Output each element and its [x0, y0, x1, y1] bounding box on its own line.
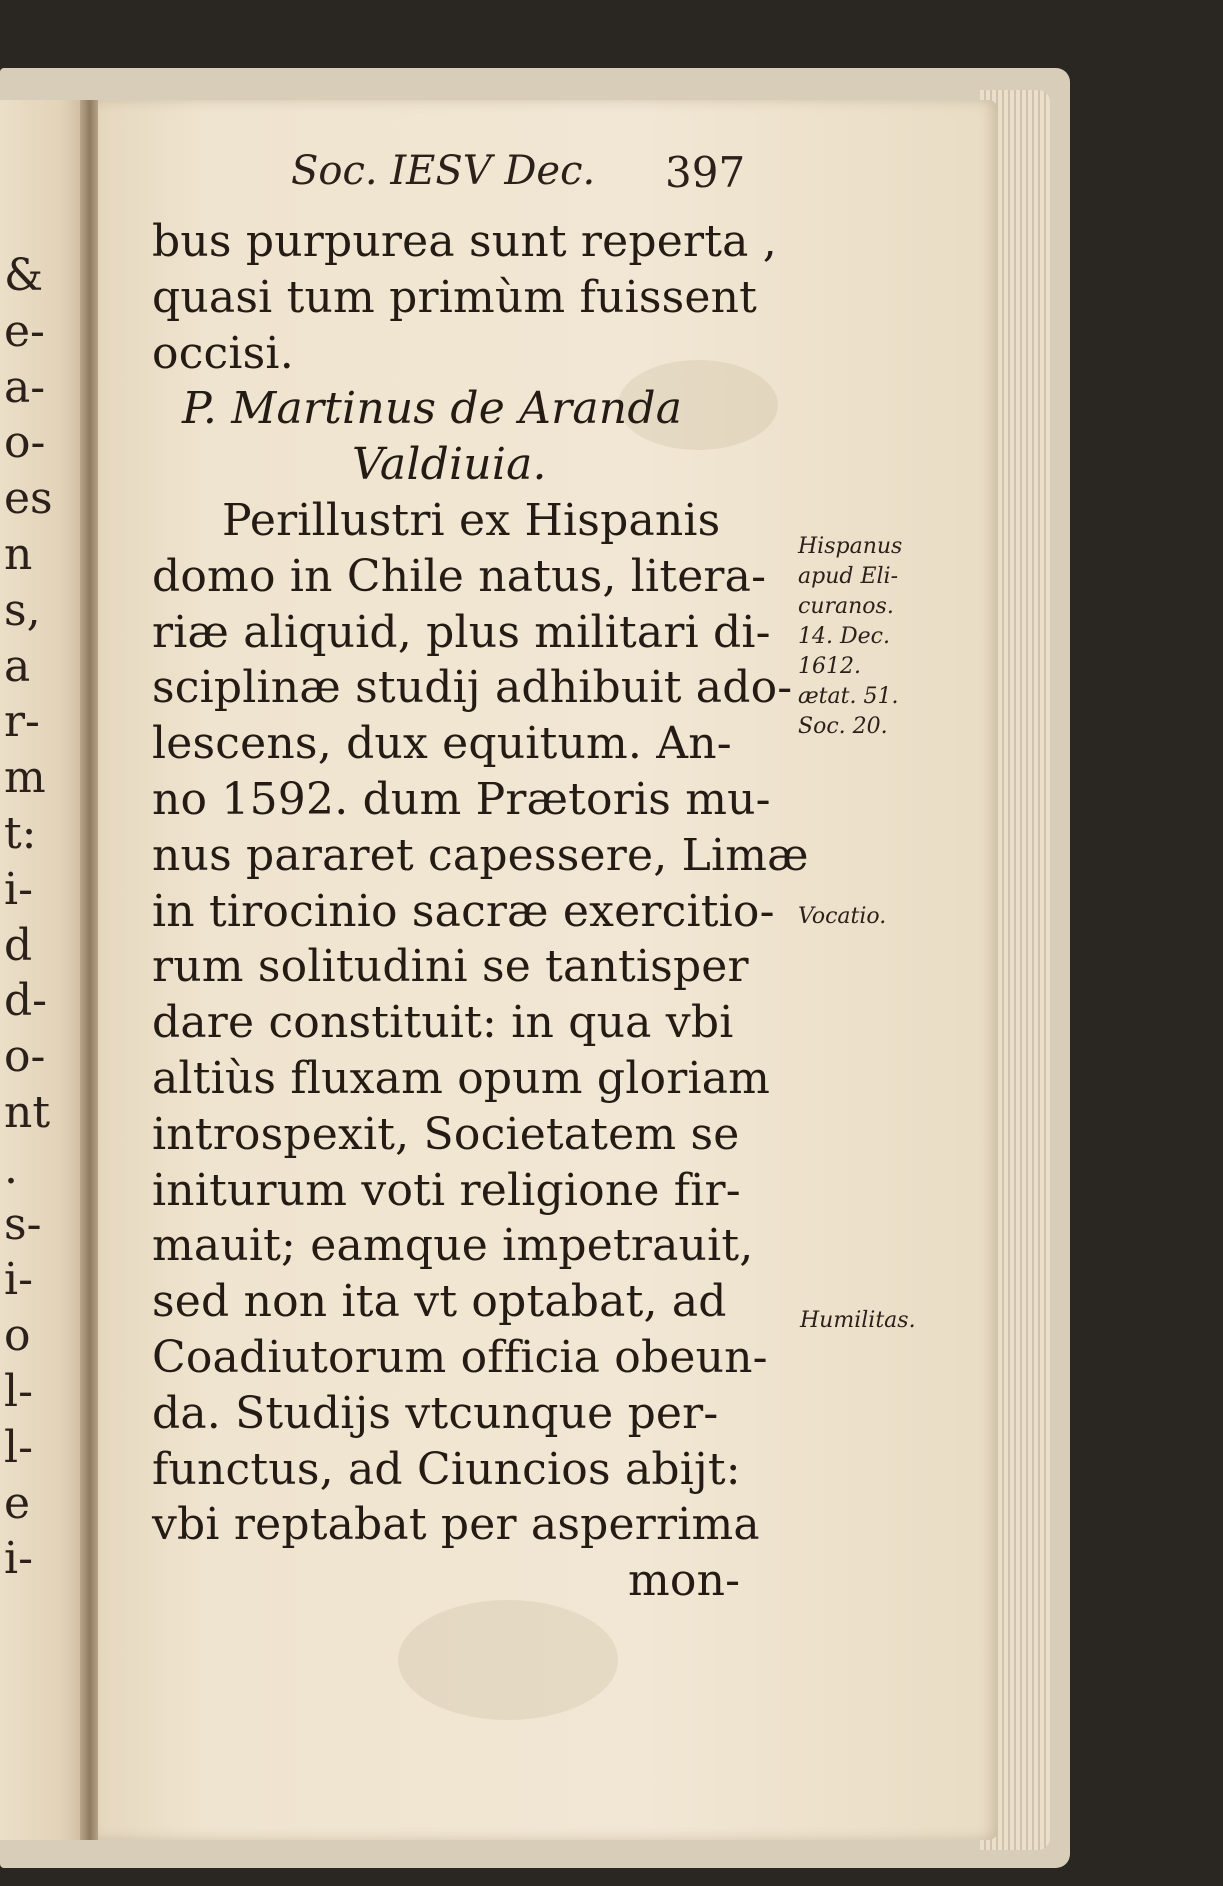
paragraph-line: Coadiutorum officia obeun- — [152, 1331, 768, 1383]
left-page-fragment: m — [4, 752, 46, 804]
running-title: Soc. IESV Dec. — [291, 148, 596, 194]
left-page-fragment: a- — [4, 361, 46, 413]
left-page-fragment: es — [4, 473, 53, 525]
left-page-fragments — [4, 248, 84, 1587]
paragraph-line: lescens, dux equitum. An- — [152, 718, 732, 770]
left-page-fragment: r- — [4, 696, 40, 748]
paragraph-line: nus pararet capessere, Limæ — [152, 829, 809, 881]
left-page-fragment: . — [4, 1142, 18, 1194]
paragraph-line: introspexit, Societatem se — [152, 1108, 740, 1160]
text-line: bus purpurea sunt reperta , — [152, 216, 777, 267]
text-line: quasi tum primùm fuissent — [152, 271, 758, 323]
paragraph-line: initurum voti religione fir- — [152, 1164, 741, 1216]
section-heading: P. Martinus de Aranda — [182, 383, 683, 435]
left-page-fragment: & — [4, 250, 44, 301]
paragraph-line: rum solitudini se tantisper — [152, 941, 749, 993]
catchword: mon- — [628, 1555, 741, 1607]
margin-note-line: Hispanus — [798, 534, 903, 559]
left-page-fragment: i- — [4, 863, 33, 915]
left-page-fragment: d — [4, 919, 33, 971]
paragraph-line: functus, ad Ciuncios abijt: — [152, 1443, 741, 1495]
left-page-fragment: s, — [4, 584, 41, 636]
left-page-fragment: nt — [4, 1086, 51, 1138]
left-page-fragment: e — [4, 1477, 31, 1529]
margin-note-line: apud Eli- — [798, 564, 899, 589]
margin-note-line: curanos. — [798, 594, 894, 619]
margin-note-vocatio: Vocatio. — [798, 904, 887, 929]
left-page-fragment: t: — [4, 807, 37, 859]
paragraph-line: mauit; eamque impetrauit, — [152, 1220, 754, 1272]
foxing-spot — [398, 1600, 618, 1720]
left-page-fragment: o- — [4, 417, 46, 469]
left-page-fragment: n — [4, 528, 33, 580]
margin-note-line: ætat. 51. — [798, 684, 899, 709]
left-page-fragment: d- — [4, 975, 48, 1027]
left-page-fragment: i- — [4, 1254, 33, 1306]
left-page-fragment: l- — [4, 1365, 33, 1417]
margin-note-line: 14. Dec. — [798, 624, 890, 649]
paragraph-line: da. Studijs vtcunque per- — [152, 1387, 719, 1439]
paragraph-line: sciplinæ studij adhibuit ado- — [152, 662, 793, 714]
left-page-fragment: s- — [4, 1198, 42, 1250]
paragraph-line: vbi reptabat per asperrima — [152, 1499, 760, 1551]
left-facing-page — [0, 100, 88, 1840]
section-heading-continued: Valdiuia. — [352, 439, 547, 491]
paragraph-line: no 1592. dum Prætoris mu- — [152, 773, 771, 825]
left-page-fragment: l- — [4, 1421, 33, 1473]
paragraph-line: in tirocinio sacræ exercitio- — [152, 885, 775, 937]
paragraph-line: domo in Chile natus, litera- — [152, 550, 767, 602]
paragraph-line: Perillustri ex Hispanis — [222, 494, 721, 546]
paragraph-line: sed non ita vt optabat, ad — [152, 1276, 727, 1328]
paragraph-line: altiùs fluxam opum gloriam — [152, 1052, 771, 1104]
paragraph-line: dare constituit: in qua vbi — [152, 997, 734, 1049]
left-page-fragment: o — [4, 1310, 31, 1362]
left-page-fragment: e- — [4, 305, 45, 357]
page-number: 397 — [665, 148, 746, 197]
body-text — [152, 214, 809, 1609]
left-page-fragment: i- — [4, 1533, 33, 1585]
text-line: occisi. — [152, 327, 294, 379]
margin-note-line: Soc. 20. — [798, 714, 888, 739]
margin-note-birth — [798, 532, 978, 742]
left-page-fragment: o- — [4, 1031, 46, 1083]
margin-note-line: 1612. — [798, 654, 861, 679]
paragraph-line: riæ aliquid, plus militari di- — [152, 606, 771, 658]
left-page-fragment: a — [4, 640, 31, 692]
margin-note-humilitas: Humilitas. — [800, 1308, 916, 1333]
